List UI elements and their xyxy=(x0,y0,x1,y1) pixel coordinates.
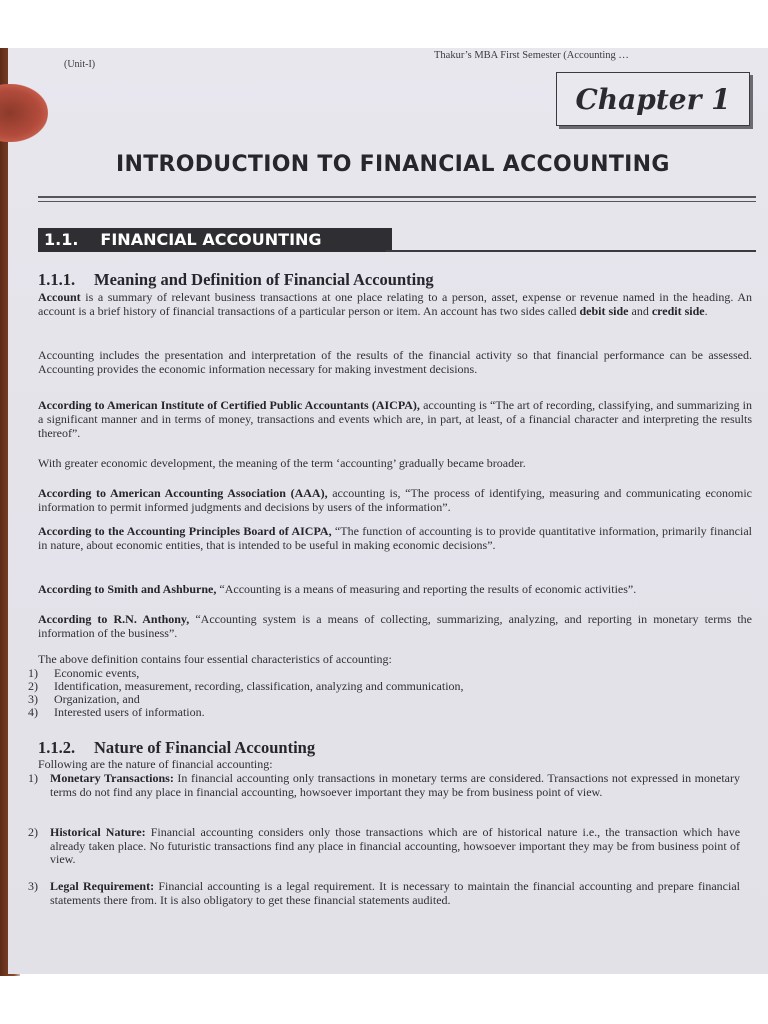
paragraph-aaa: According to American Accounting Association (AAA), accounting is, “The process of identifying, measuring and communicating economic information to permit informed judgments and decisions by users of the information”. xyxy=(38,486,752,514)
paragraph-smith-ashburne: According to Smith and Ashburne, “Accounting is a means of measuring and reporting the results of economic activities”. xyxy=(38,582,637,596)
list-item: 4) Interested users of information. xyxy=(28,705,205,719)
paragraph-aicpa: According to American Institute of Certified Public Accountants (AICPA), accounting is “The art of recording, classifying, and summarizing in a significant manner and in terms of money, transactions and events which are, in part, at least, of a financial character and interpreting the results thereof”. xyxy=(38,398,752,440)
paragraph-economic-development: With greater economic development, the meaning of the term ‘accounting’ gradually became broader. xyxy=(38,456,526,470)
characteristics-list xyxy=(28,667,748,719)
paragraph-account-definition: Account is a summary of relevant business transactions at one place relating to a person, asset, expense or revenue named in the heading. An account is a brief history of financial transactions of a particular person or item. An account has two sides called debit side and credit side. xyxy=(38,290,752,318)
chapter-box xyxy=(556,72,750,126)
paragraph-characteristics-intro: The above definition contains four essential characteristics of accounting: xyxy=(38,652,392,666)
running-head: Thakur’s MBA First Semester (Accounting … xyxy=(434,50,629,61)
paragraph-nature-intro: Following are the nature of financial accounting: xyxy=(38,757,273,771)
subsection-title: Nature of Financial Accounting xyxy=(94,738,316,757)
list-item: 3) Organization, and xyxy=(28,692,140,706)
section-rule xyxy=(386,250,756,252)
paragraph-apb: According to the Accounting Principles Board of AICPA, “The function of accounting is to provide quantitative information, primarily financial in nature, about economic entities, that is intended to be useful in making economic decisions”. xyxy=(38,524,752,552)
nature-item-legal: 3) Legal Requirement: Financial accounting is a legal requirement. It is necessary to maintain the financial accounting and prepare financial statements there from. It is also obligatory to get these financial statements audited. xyxy=(28,879,741,907)
nature-item-monetary: 1) Monetary Transactions: In financial accounting only transactions in monetary terms are considered. Transactions not expressed in monetary terms do not find any place in financial accounting, howsoever important they may be from business point of view. xyxy=(28,771,740,799)
page-title: INTRODUCTION TO FINANCIAL ACCOUNTING xyxy=(116,152,670,177)
subsection-heading-2 xyxy=(38,738,315,758)
title-rule-bottom xyxy=(38,201,756,202)
nature-item-historical: 2) Historical Nature: Financial accounting considers only those transactions which are of historical nature i.e., the transaction which have already taken place. No futuristic transactions find any place in financial accounting, howsoever important they may be from business point of view. xyxy=(28,825,741,866)
list-item: 1) Economic events, xyxy=(28,666,140,680)
paragraph-accounting-includes: Accounting includes the presentation and interpretation of the results of the financial activity so that financial performance can be assessed. Accounting provides the economic information necessary for making investment decisions. xyxy=(38,348,752,376)
list-item: 2) Identification, measurement, recording, classification, analyzing and communication, xyxy=(28,679,464,693)
section-heading xyxy=(38,228,392,252)
section-number: 1.1. xyxy=(44,230,79,249)
subsection-number: 1.1.1. xyxy=(38,270,76,289)
chapter-label: Chapter 1 xyxy=(575,82,731,116)
unit-label: (Unit-I) xyxy=(64,59,96,70)
subsection-heading-1 xyxy=(38,270,434,290)
title-rule-top xyxy=(38,196,756,198)
subsection-title: Meaning and Definition of Financial Accounting xyxy=(94,270,434,289)
section-title: FINANCIAL ACCOUNTING xyxy=(100,230,322,249)
paragraph-anthony: According to R.N. Anthony, “Accounting system is a means of collecting, summarizing, analyzing, and reporting in monetary terms the information of the business”. xyxy=(38,612,753,640)
subsection-number: 1.1.2. xyxy=(38,738,76,757)
